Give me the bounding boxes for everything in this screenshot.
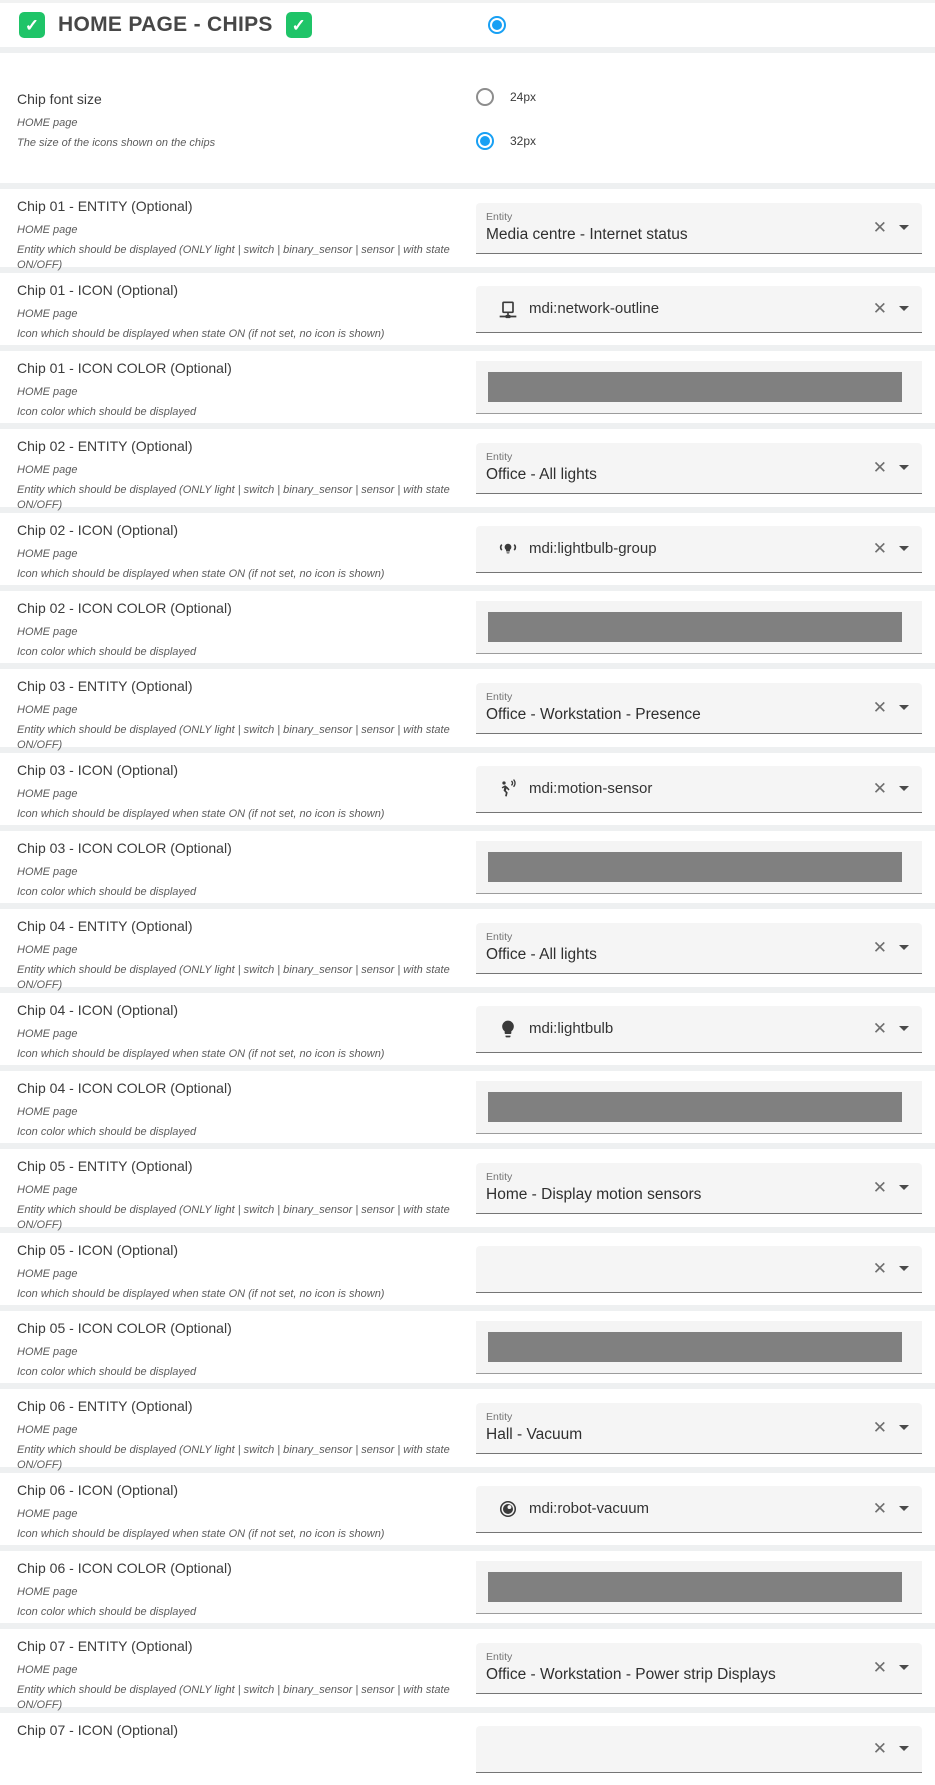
dropdown-caret-icon[interactable] xyxy=(899,1665,909,1670)
row-description: Icon which should be displayed when state ON (if not set, no icon is shown) xyxy=(17,567,385,580)
row-description: Icon color which should be displayed xyxy=(17,1125,197,1138)
field-controls xyxy=(873,1006,909,1052)
row-description: Entity which should be displayed (ONLY light | switch | binary_sensor | sensor | with state ON/OFF) xyxy=(17,1203,450,1231)
row-title: Chip 06 - ENTITY (Optional) xyxy=(17,1398,193,1414)
field-controls xyxy=(873,766,909,812)
row-title: Chip 05 - ENTITY (Optional) xyxy=(17,1158,193,1174)
entity-select[interactable] xyxy=(476,203,922,254)
field-controls xyxy=(873,1486,909,1532)
header-radio-wrap xyxy=(488,16,506,39)
entity-field-label: Entity xyxy=(486,1651,513,1663)
lightbulb-group-icon xyxy=(498,539,518,559)
chip-entity-row xyxy=(0,909,935,991)
row-description: Icon which should be displayed when state ON (if not set, no icon is shown) xyxy=(17,807,385,820)
entity-select[interactable] xyxy=(476,443,922,494)
dropdown-caret-icon[interactable] xyxy=(899,1185,909,1190)
entity-field-label: Entity xyxy=(486,931,513,943)
home-page-subtitle: HOME page xyxy=(17,1586,78,1598)
row-title: Chip 04 - ENTITY (Optional) xyxy=(17,918,193,934)
chip-entity-row xyxy=(0,1149,935,1231)
clear-icon[interactable]: ✕ xyxy=(872,458,887,477)
entity-value: Office - Workstation - Power strip Displays xyxy=(486,1666,776,1683)
row-title: Chip 02 - ICON COLOR (Optional) xyxy=(17,600,232,616)
font-size-radio-group xyxy=(476,86,922,150)
field-controls xyxy=(873,923,909,973)
chip-icon-row xyxy=(0,513,935,585)
chip-icon-row xyxy=(0,1713,935,1785)
row-description: Icon color which should be displayed xyxy=(17,1365,197,1378)
home-page-subtitle: HOME page xyxy=(17,1664,78,1676)
font-size-row xyxy=(0,53,935,183)
entity-value: Home - Display motion sensors xyxy=(486,1186,702,1203)
home-page-subtitle: HOME page xyxy=(17,464,78,476)
color-swatch[interactable] xyxy=(488,612,902,642)
page-title: HOME PAGE - CHIPS xyxy=(58,13,273,36)
row-title: Chip 02 - ICON (Optional) xyxy=(17,522,179,538)
mdi-icon-name: mdi:motion-sensor xyxy=(529,780,653,797)
dropdown-caret-icon[interactable] xyxy=(899,1506,909,1511)
dropdown-caret-icon[interactable] xyxy=(899,1026,909,1031)
row-title: Chip 01 - ICON COLOR (Optional) xyxy=(17,360,232,376)
entity-select[interactable] xyxy=(476,1403,922,1454)
icon-select[interactable] xyxy=(476,1246,922,1293)
entity-value: Media centre - Internet status xyxy=(486,226,688,243)
field-controls xyxy=(873,526,909,572)
color-picker-field[interactable] xyxy=(476,1321,922,1374)
clear-icon[interactable]: ✕ xyxy=(872,299,887,318)
entity-value: Office - Workstation - Presence xyxy=(486,706,701,723)
row-description: Entity which should be displayed (ONLY light | switch | binary_sensor | sensor | with state ON/OFF) xyxy=(17,723,450,751)
radio-button-icon[interactable] xyxy=(476,132,494,150)
entity-field-label: Entity xyxy=(486,451,513,463)
row-description: Icon color which should be displayed xyxy=(17,1605,197,1618)
chip-color-row xyxy=(0,1071,935,1143)
mdi-icon-name: mdi:network-outline xyxy=(529,300,660,317)
dropdown-caret-icon[interactable] xyxy=(899,1746,909,1751)
chip-icon-row xyxy=(0,1473,935,1545)
row-title: Chip 01 - ICON (Optional) xyxy=(17,282,179,298)
radio-option-32px[interactable] xyxy=(476,132,922,150)
color-picker-field[interactable] xyxy=(476,1081,922,1134)
dropdown-caret-icon[interactable] xyxy=(899,225,909,230)
row-description: Entity which should be displayed (ONLY light | switch | binary_sensor | sensor | with state ON/OFF) xyxy=(17,1443,450,1471)
chip-icon-row xyxy=(0,993,935,1065)
field-controls xyxy=(873,1246,909,1292)
home-page-subtitle: HOME page xyxy=(17,944,78,956)
mdi-icon-name: mdi:robot-vacuum xyxy=(529,1500,650,1517)
home-page-subtitle: HOME page xyxy=(17,386,78,398)
clear-icon[interactable]: ✕ xyxy=(872,779,887,798)
color-picker-field[interactable] xyxy=(476,841,922,894)
mdi-icon-name: mdi:lightbulb xyxy=(529,1020,614,1037)
row-title: Chip 04 - ICON COLOR (Optional) xyxy=(17,1080,232,1096)
dropdown-caret-icon[interactable] xyxy=(899,705,909,710)
row-title: Chip 05 - ICON COLOR (Optional) xyxy=(17,1320,232,1336)
clear-icon[interactable]: ✕ xyxy=(872,1019,887,1038)
icon-select[interactable] xyxy=(476,1006,922,1053)
color-picker-field[interactable] xyxy=(476,361,922,414)
icon-select[interactable] xyxy=(476,1726,922,1773)
color-swatch[interactable] xyxy=(488,1572,902,1602)
motion-sensor-icon xyxy=(498,779,518,799)
clear-icon[interactable]: ✕ xyxy=(872,938,887,957)
header-radio-button[interactable] xyxy=(488,16,506,34)
chip-color-row xyxy=(0,591,935,663)
color-swatch[interactable] xyxy=(488,1092,902,1122)
entity-field-label: Entity xyxy=(486,691,513,703)
row-title: Chip 03 - ICON COLOR (Optional) xyxy=(17,840,232,856)
clear-icon[interactable]: ✕ xyxy=(872,1259,887,1278)
icon-select[interactable] xyxy=(476,1486,922,1533)
home-page-subtitle: HOME page xyxy=(17,626,78,638)
chip-color-row xyxy=(0,351,935,423)
chip-color-row xyxy=(0,1311,935,1383)
clear-icon[interactable]: ✕ xyxy=(872,218,887,237)
radio-label: 32px xyxy=(510,134,537,148)
check-icon: ✓ xyxy=(19,12,45,38)
chip-color-row xyxy=(0,831,935,903)
row-description: Entity which should be displayed (ONLY light | switch | binary_sensor | sensor | with state ON/OFF) xyxy=(17,483,450,511)
row-description: Entity which should be displayed (ONLY light | switch | binary_sensor | sensor | with state ON/OFF) xyxy=(17,1683,450,1711)
chip-icon-row xyxy=(0,1233,935,1305)
row-title: Chip 03 - ICON (Optional) xyxy=(17,762,179,778)
home-page-subtitle: HOME page xyxy=(17,224,78,236)
row-title: Chip font size xyxy=(17,91,102,107)
home-page-subtitle: HOME page xyxy=(17,1508,78,1520)
clear-icon[interactable]: ✕ xyxy=(872,539,887,558)
color-picker-field[interactable] xyxy=(476,601,922,654)
row-description: Icon which should be displayed when state ON (if not set, no icon is shown) xyxy=(17,1047,385,1060)
row-description: Icon which should be displayed when state ON (if not set, no icon is shown) xyxy=(17,1287,385,1300)
entity-field-label: Entity xyxy=(486,1171,513,1183)
color-swatch[interactable] xyxy=(488,372,902,402)
row-title: Chip 02 - ENTITY (Optional) xyxy=(17,438,193,454)
dropdown-caret-icon[interactable] xyxy=(899,1425,909,1430)
radio-option-24px[interactable] xyxy=(476,88,922,106)
color-swatch[interactable] xyxy=(488,1332,902,1362)
clear-icon[interactable]: ✕ xyxy=(872,1178,887,1197)
home-page-subtitle: HOME page xyxy=(17,1424,78,1436)
home-page-subtitle: HOME page xyxy=(17,1028,78,1040)
entity-value: Hall - Vacuum xyxy=(486,1426,583,1443)
radio-button-icon[interactable] xyxy=(476,88,494,106)
home-page-subtitle: HOME page xyxy=(17,1346,78,1358)
home-page-subtitle: HOME page xyxy=(17,1184,78,1196)
header xyxy=(0,3,935,47)
home-page-subtitle: HOME page xyxy=(17,117,78,129)
chip-icon-row xyxy=(0,273,935,345)
entity-field-label: Entity xyxy=(486,211,513,223)
entity-value: Office - All lights xyxy=(486,466,597,483)
row-title: Chip 01 - ENTITY (Optional) xyxy=(17,198,193,214)
lightbulb-icon xyxy=(498,1019,518,1039)
home-page-subtitle: HOME page xyxy=(17,1106,78,1118)
row-title: Chip 07 - ENTITY (Optional) xyxy=(17,1638,193,1654)
row-description: Entity which should be displayed (ONLY light | switch | binary_sensor | sensor | with state ON/OFF) xyxy=(17,963,450,991)
robot-vacuum-icon xyxy=(498,1499,518,1519)
field-controls xyxy=(873,443,909,493)
field-controls xyxy=(873,1726,909,1772)
home-page-subtitle: HOME page xyxy=(17,704,78,716)
icon-select[interactable] xyxy=(476,766,922,813)
home-page-subtitle: HOME page xyxy=(17,866,78,878)
row-title: Chip 06 - ICON COLOR (Optional) xyxy=(17,1560,232,1576)
home-page-subtitle: HOME page xyxy=(17,788,78,800)
mdi-icon-name: mdi:lightbulb-group xyxy=(529,540,657,557)
row-title: Chip 03 - ENTITY (Optional) xyxy=(17,678,193,694)
network-outline-icon xyxy=(498,299,518,319)
dropdown-caret-icon[interactable] xyxy=(899,546,909,551)
entity-select[interactable] xyxy=(476,1643,922,1694)
clear-icon[interactable]: ✕ xyxy=(872,1418,887,1437)
field-controls xyxy=(873,286,909,332)
clear-icon[interactable]: ✕ xyxy=(872,1499,887,1518)
chip-color-row xyxy=(0,1551,935,1623)
row-description: Entity which should be displayed (ONLY light | switch | binary_sensor | sensor | with state ON/OFF) xyxy=(17,243,450,271)
row-title: Chip 05 - ICON (Optional) xyxy=(17,1242,179,1258)
row-description: The size of the icons shown on the chips xyxy=(17,136,216,149)
dropdown-caret-icon[interactable] xyxy=(899,786,909,791)
row-description: Icon which should be displayed when state ON (if not set, no icon is shown) xyxy=(17,327,385,340)
entity-select[interactable] xyxy=(476,1163,922,1214)
row-title: Chip 06 - ICON (Optional) xyxy=(17,1482,179,1498)
chip-entity-row xyxy=(0,1629,935,1711)
clear-icon[interactable]: ✕ xyxy=(872,1739,887,1758)
chip-entity-row xyxy=(0,429,935,511)
icon-select[interactable] xyxy=(476,526,922,573)
entity-select[interactable] xyxy=(476,683,922,734)
chip-entity-row xyxy=(0,669,935,751)
field-controls xyxy=(873,1403,909,1453)
icon-select[interactable] xyxy=(476,286,922,333)
entity-select[interactable] xyxy=(476,923,922,974)
radio-label: 24px xyxy=(510,90,537,104)
home-page-subtitle: HOME page xyxy=(17,308,78,320)
entity-field-label: Entity xyxy=(486,1411,513,1423)
dropdown-caret-icon[interactable] xyxy=(899,465,909,470)
chip-icon-row xyxy=(0,753,935,825)
dropdown-caret-icon[interactable] xyxy=(899,1266,909,1271)
row-description: Icon color which should be displayed xyxy=(17,885,197,898)
field-controls xyxy=(873,1163,909,1213)
field-controls xyxy=(873,203,909,253)
dropdown-caret-icon[interactable] xyxy=(899,306,909,311)
field-controls xyxy=(873,683,909,733)
home-page-subtitle: HOME page xyxy=(17,548,78,560)
color-picker-field[interactable] xyxy=(476,1561,922,1614)
row-title: Chip 04 - ICON (Optional) xyxy=(17,1002,179,1018)
color-swatch[interactable] xyxy=(488,852,902,882)
home-page-subtitle: HOME page xyxy=(17,1268,78,1280)
row-title: Chip 07 - ICON (Optional) xyxy=(17,1722,179,1738)
chip-entity-row xyxy=(0,1389,935,1471)
entity-value: Office - All lights xyxy=(486,946,597,963)
row-description: Icon color which should be displayed xyxy=(17,645,197,658)
clear-icon[interactable]: ✕ xyxy=(872,1658,887,1677)
row-description: Icon which should be displayed when state ON (if not set, no icon is shown) xyxy=(17,1527,385,1540)
clear-icon[interactable]: ✕ xyxy=(872,698,887,717)
field-controls xyxy=(873,1643,909,1693)
check-icon: ✓ xyxy=(286,12,312,38)
row-description: Icon color which should be displayed xyxy=(17,405,197,418)
chip-entity-row xyxy=(0,189,935,271)
dropdown-caret-icon[interactable] xyxy=(899,945,909,950)
